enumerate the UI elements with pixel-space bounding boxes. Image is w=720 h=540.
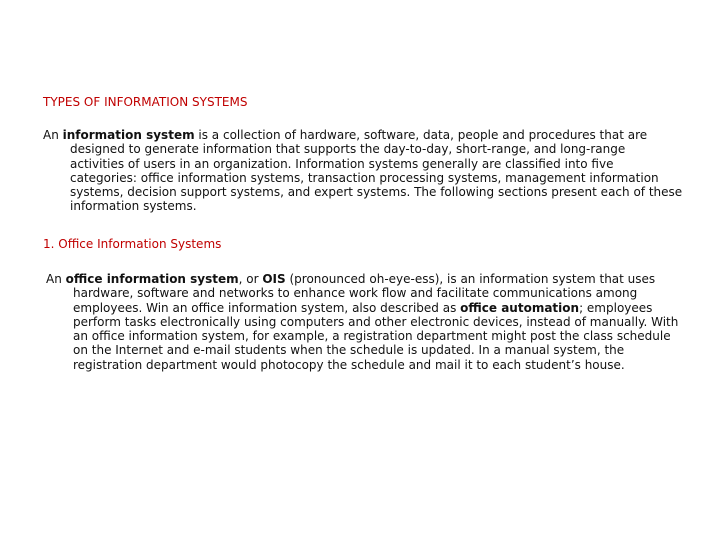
ois-text-4: ; employees perform tasks electronically using computers and other electronic devices, instead of manually. With an office information system, for example, a registration department might post the class schedule on the Internet and e-mail students when the schedule is updated. In a manual system, the registration department would photocopy the schedule and mail it to each student’s house. <box>73 300 679 372</box>
ois-term-office-information-system: office information system <box>65 272 239 286</box>
intro-paragraph <box>43 128 683 214</box>
section-heading-office-information-systems: 1. Office Information Systems <box>43 237 222 251</box>
intro-term-information-system: information system <box>62 128 195 142</box>
ois-term-office-automation: office automation <box>460 300 580 315</box>
ois-text-2: , or <box>238 272 263 286</box>
intro-text-2: is a collection of hardware, software, data, people and procedures that are designed to generate information that supports the day-to-day, short-range, and long-range activities of users in an organization. Information systems generally are classified into five categories: office information systems, transaction processing systems, management information systems, decision support systems, and expert systems. The following sections present each of these information systems. <box>70 128 683 214</box>
ois-term-ois: OIS <box>262 272 286 286</box>
intro-text-1: An <box>43 128 63 142</box>
ois-paragraph <box>46 272 683 372</box>
ois-text-1: An <box>46 272 66 286</box>
ois-text-3: (pronounced oh-eye-ess), is an information system that uses hardware, software and networks to enhance work flow and facilitate communications among employees. Win an office information system, also described as <box>73 272 656 315</box>
main-heading: TYPES OF INFORMATION SYSTEMS <box>43 95 248 109</box>
